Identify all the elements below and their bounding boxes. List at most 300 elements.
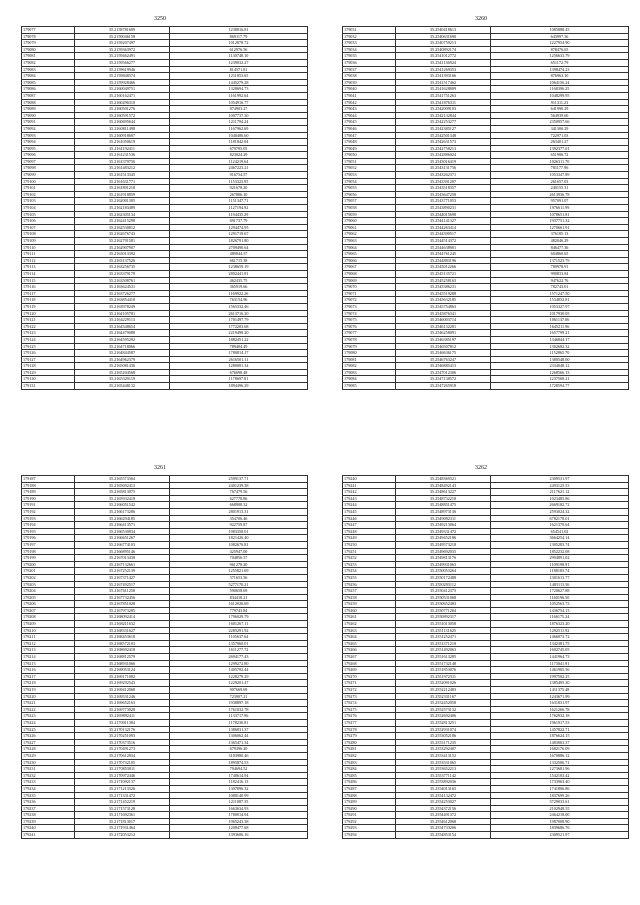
table-row <box>343 746 629 753</box>
coordinate-cell: 35.2548613227 <box>396 489 491 496</box>
value-cell: 691737.79 <box>170 218 308 225</box>
coordinate-cell: 35.2545876341 <box>396 310 491 317</box>
id-cell: 179218 <box>22 680 75 687</box>
id-cell: 179290 <box>343 805 396 812</box>
id-cell: 179254 <box>343 568 396 575</box>
id-cell: 179263 <box>343 627 396 634</box>
id-cell: 179207 <box>22 607 75 614</box>
table-row <box>22 257 308 264</box>
value-cell: 2599137.71 <box>170 476 308 483</box>
table-row <box>343 561 629 568</box>
table-row <box>343 785 629 792</box>
id-cell: 179269 <box>343 667 396 674</box>
value-cell: 1821426.40 <box>170 535 308 542</box>
id-cell: 179088 <box>22 99 75 106</box>
value-cell: 2219498.20 <box>170 330 308 337</box>
id-cell: 179078 <box>343 336 396 343</box>
value-cell: 654541.02 <box>491 528 629 535</box>
table-row <box>22 779 308 786</box>
table-row <box>22 270 308 277</box>
table-row <box>343 178 629 185</box>
value-cell: 1837699.26 <box>491 792 629 799</box>
coordinate-cell: 35.2166051542 <box>75 502 170 509</box>
table-row <box>22 356 308 363</box>
value-cell: 1211853.65 <box>170 73 308 80</box>
id-cell: 179038 <box>343 73 396 80</box>
table-row <box>22 832 308 839</box>
table-row <box>343 40 629 47</box>
coordinate-cell: 35.2169292543 <box>75 680 170 687</box>
coordinate-cell: 35.2166774103 <box>75 541 170 548</box>
coordinate-cell: 35.2540759213 <box>396 40 491 47</box>
coordinate-cell: 35.2171692361 <box>75 812 170 819</box>
id-cell: 179094 <box>22 139 75 146</box>
value-cell: 990833.84 <box>491 270 629 277</box>
id-cell: 179226 <box>22 733 75 740</box>
id-cell: 179281 <box>343 746 396 753</box>
coordinate-cell: 35.2172053212 <box>75 832 170 839</box>
data-table-3 <box>21 475 308 839</box>
table-row <box>22 825 308 832</box>
table-row <box>22 369 308 376</box>
id-cell: 179072 <box>343 297 396 304</box>
id-cell: 179055 <box>343 185 396 192</box>
id-cell: 179080 <box>343 350 396 357</box>
value-cell: 2309521.97 <box>491 832 629 839</box>
id-cell: 179232 <box>22 772 75 779</box>
coordinate-cell: 35.2546763247 <box>396 356 491 363</box>
value-cell: 961278.20 <box>170 561 308 568</box>
value-cell: 1740614.94 <box>170 772 308 779</box>
table-row <box>22 726 308 733</box>
coordinate-cell: 35.2544015698 <box>396 211 491 218</box>
coordinate-cell: 35.2164595292 <box>75 336 170 343</box>
value-cell: 1612926.69 <box>170 601 308 608</box>
value-cell: 2694177.43 <box>170 654 308 661</box>
table-row <box>22 746 308 753</box>
value-cell: 1078651.81 <box>491 211 629 218</box>
coordinate-cell: 35.2163379179 <box>75 270 170 277</box>
id-cell: 179083 <box>22 66 75 73</box>
id-cell: 179233 <box>22 779 75 786</box>
table-row <box>343 317 629 324</box>
coordinate-cell: 35.2546636175 <box>396 350 491 357</box>
table-row <box>22 53 308 60</box>
value-cell: 1772203.68 <box>170 323 308 330</box>
table-row <box>22 621 308 628</box>
value-cell: 1130748.10 <box>170 53 308 60</box>
table-row <box>343 198 629 205</box>
value-cell: 354706.46 <box>170 515 308 522</box>
table-row <box>343 323 629 330</box>
id-cell: 179238 <box>22 812 75 819</box>
value-cell: 1238659.19 <box>170 264 308 271</box>
id-cell: 179188 <box>22 482 75 489</box>
value-cell: 1012878.72 <box>170 40 308 47</box>
id-cell: 179240 <box>22 825 75 832</box>
table-row <box>22 317 308 324</box>
table-row <box>343 667 629 674</box>
value-cell: 779743.84 <box>170 607 308 614</box>
id-cell: 179214 <box>22 654 75 661</box>
table-row <box>22 489 308 496</box>
id-cell: 179039 <box>343 79 396 86</box>
value-cell: 911311.23 <box>491 99 629 106</box>
id-cell: 179092 <box>22 125 75 132</box>
value-cell: 1237568.21 <box>491 376 629 383</box>
value-cell: 240155.31 <box>491 185 629 192</box>
coordinate-cell: 35.2165932418 <box>75 495 170 502</box>
table-row <box>22 700 308 707</box>
table-row <box>22 251 308 258</box>
coordinate-cell: 35.2549452186 <box>396 535 491 542</box>
id-cell: 179255 <box>343 574 396 581</box>
id-cell: 179037 <box>343 66 396 73</box>
table-row <box>22 647 308 654</box>
coordinate-cell: 35.2543262371 <box>396 172 491 179</box>
coordinate-cell: 35.2551371218 <box>396 640 491 647</box>
value-cell: 869117.79 <box>170 33 308 40</box>
id-cell: 179246 <box>343 515 396 522</box>
value-cell: 1256633.79 <box>491 53 629 60</box>
table-row <box>22 528 308 535</box>
coordinate-cell: 35.2169412068 <box>75 687 170 694</box>
value-cell: 1670886.12 <box>491 752 629 759</box>
coordinate-cell: 35.2547138572 <box>396 376 491 383</box>
coordinate-cell: 35.2170132176 <box>75 726 170 733</box>
id-cell: 179223 <box>22 713 75 720</box>
table-row <box>343 303 629 310</box>
id-cell: 179279 <box>343 733 396 740</box>
coordinate-cell: 35.2164105781 <box>75 310 170 317</box>
id-cell: 179116 <box>22 284 75 291</box>
value-cell: 1405792.44 <box>170 667 308 674</box>
value-cell: 604860.65 <box>491 251 629 258</box>
value-cell: 1178697.81 <box>170 376 308 383</box>
table-row <box>22 363 308 370</box>
table-row <box>22 541 308 548</box>
table-row <box>22 482 308 489</box>
table-row <box>343 508 629 515</box>
coordinate-cell: 35.2550293112 <box>396 581 491 588</box>
id-cell: 179292 <box>343 818 396 825</box>
id-cell: 179128 <box>22 363 75 370</box>
value-cell: 1380548.00 <box>491 356 629 363</box>
coordinate-cell: 35.2546132281 <box>396 323 491 330</box>
value-cell: 1611277.72 <box>170 647 308 654</box>
id-cell: 179044 <box>343 112 396 119</box>
id-cell: 179289 <box>343 799 396 806</box>
table-row <box>343 112 629 119</box>
value-cell: 651906.72 <box>491 152 629 159</box>
coordinate-cell: 35.2170732105 <box>75 759 170 766</box>
value-cell: 1601267.11 <box>170 621 308 628</box>
coordinate-cell: 35.2163013392 <box>75 251 170 258</box>
coordinate-cell: 35.2545386231 <box>396 284 491 291</box>
value-cell: 2464218.00 <box>491 812 629 819</box>
table-row <box>343 713 629 720</box>
value-cell: 1040486.60 <box>170 132 308 139</box>
value-cell: 627778.86 <box>170 495 308 502</box>
value-cell: 1243671.99 <box>491 693 629 700</box>
coordinate-cell: 35.2551252471 <box>396 634 491 641</box>
id-cell: 179100 <box>22 178 75 185</box>
coordinate-cell: 35.2160811498 <box>75 125 170 132</box>
id-cell: 179098 <box>22 165 75 172</box>
coordinate-cell: 35.2549213064 <box>396 522 491 529</box>
coordinate-cell: 35.2167371427 <box>75 574 170 581</box>
table-row <box>343 528 629 535</box>
id-cell: 179119 <box>22 303 75 310</box>
id-cell: 179288 <box>343 792 396 799</box>
table-row <box>343 818 629 825</box>
table-row <box>343 350 629 357</box>
id-cell: 179127 <box>22 356 75 363</box>
coordinate-cell: 35.2552931074 <box>396 726 491 733</box>
id-cell: 179126 <box>22 350 75 357</box>
table-row <box>343 59 629 66</box>
coordinate-cell: 35.2164962379 <box>75 356 170 363</box>
id-cell: 179194 <box>22 522 75 529</box>
value-cell: 722971.03 <box>491 132 629 139</box>
value-cell: 1398474.23 <box>491 66 629 73</box>
coordinate-cell: 35.2170612834 <box>75 752 170 759</box>
id-cell: 179117 <box>22 290 75 297</box>
table-row <box>343 27 629 34</box>
value-cell: 947622.76 <box>491 277 629 284</box>
coordinate-cell: 35.2167851028 <box>75 601 170 608</box>
id-cell: 179082 <box>22 59 75 66</box>
coordinate-cell: 35.2161483212 <box>75 165 170 172</box>
table-row <box>22 601 308 608</box>
table-row <box>343 772 629 779</box>
table-row <box>343 165 629 172</box>
id-cell: 179051 <box>343 158 396 165</box>
table-row <box>22 343 308 350</box>
table-row <box>343 363 629 370</box>
value-cell: 781177.96 <box>491 165 629 172</box>
table-row <box>22 535 308 542</box>
coordinate-cell: 35.2553771142 <box>396 772 491 779</box>
value-cell: 1064156.24 <box>491 79 629 86</box>
id-cell: 179241 <box>22 832 75 839</box>
value-cell: 1153323.95 <box>170 178 308 185</box>
id-cell: 179268 <box>343 660 396 667</box>
value-cell: 1621266.78 <box>491 706 629 713</box>
coordinate-cell: 35.2164844587 <box>75 350 170 357</box>
value-cell: 661715.38 <box>170 257 308 264</box>
table-row <box>22 792 308 799</box>
coordinate-cell: 35.2160695644 <box>75 119 170 126</box>
coordinate-cell: 35.2162791581 <box>75 238 170 245</box>
value-cell: 1733963.40 <box>491 779 629 786</box>
coordinate-cell: 35.2164229113 <box>75 317 170 324</box>
value-cell: 874903.27 <box>170 106 308 113</box>
coordinate-cell: 35.2161801218 <box>75 185 170 192</box>
value-cell: 1292511.92 <box>491 627 629 634</box>
id-cell: 179071 <box>343 290 396 297</box>
id-cell: 179260 <box>343 607 396 614</box>
value-cell: 1053327.97 <box>491 303 629 310</box>
id-cell: 179107 <box>22 224 75 231</box>
id-cell: 179124 <box>22 336 75 343</box>
id-cell: 179057 <box>343 198 396 205</box>
id-cell: 179248 <box>343 528 396 535</box>
id-cell: 179036 <box>343 59 396 66</box>
table-row <box>343 733 629 740</box>
id-cell: 179257 <box>343 588 396 595</box>
table-row <box>343 693 629 700</box>
table-row <box>22 99 308 106</box>
id-cell: 179189 <box>22 489 75 496</box>
value-cell: 1895874.53 <box>170 759 308 766</box>
coordinate-cell: 35.2551972311 <box>396 673 491 680</box>
id-cell: 179197 <box>22 541 75 548</box>
coordinate-cell: 35.2171931464 <box>75 825 170 832</box>
coordinate-cell: 35.2546885413 <box>396 363 491 370</box>
coordinate-cell: 35.2162676743 <box>75 231 170 238</box>
id-cell: 179087 <box>22 92 75 99</box>
value-cell: 1082676.81 <box>170 541 308 548</box>
id-cell: 179120 <box>22 310 75 317</box>
coordinate-cell: 35.2550892317 <box>396 614 491 621</box>
value-cell: 1229201.47 <box>170 680 308 687</box>
value-cell: 1053347.89 <box>491 172 629 179</box>
value-cell: 1023485.86 <box>491 495 629 502</box>
value-cell: 1534852.81 <box>491 297 629 304</box>
id-cell: 179242 <box>343 489 396 496</box>
coordinate-cell: 35.2165448132 <box>75 383 170 390</box>
table-row <box>22 607 308 614</box>
table-row <box>22 205 308 212</box>
table-row <box>22 244 308 251</box>
coordinate-cell: 35.2168211632 <box>75 621 170 628</box>
value-cell: 1780014.94 <box>170 812 308 819</box>
id-cell: 179066 <box>343 257 396 264</box>
table-row <box>22 654 308 661</box>
data-table-1 <box>21 26 308 390</box>
id-cell: 179076 <box>343 323 396 330</box>
coordinate-cell: 35.2552331167 <box>396 693 491 700</box>
value-cell: 612976.56 <box>170 46 308 53</box>
coordinate-cell: 35.2544883196 <box>396 257 491 264</box>
page-title-4: 3262 <box>475 465 487 471</box>
id-cell: 179235 <box>22 792 75 799</box>
value-cell: 6782178.01 <box>491 515 629 522</box>
id-cell: 179191 <box>22 502 75 509</box>
table-row <box>343 548 629 555</box>
table-row <box>343 634 629 641</box>
value-cell: 643997.36 <box>491 33 629 40</box>
coordinate-cell: 35.2541012772 <box>396 53 491 60</box>
coordinate-cell: 35.2541517462 <box>396 79 491 86</box>
id-cell: 179070 <box>343 284 396 291</box>
coordinate-cell: 35.2553171235 <box>396 739 491 746</box>
table-row <box>343 621 629 628</box>
table-row <box>343 205 629 212</box>
table-row <box>22 739 308 746</box>
value-cell: 1894496.29 <box>170 383 308 390</box>
value-cell: 1238816.81 <box>170 27 308 34</box>
value-cell: 1160196.50 <box>491 594 629 601</box>
coordinate-cell: 35.2550531068 <box>396 594 491 601</box>
table-row <box>343 673 629 680</box>
table-row <box>22 86 308 93</box>
coordinate-cell: 35.2163978249 <box>75 303 170 310</box>
id-cell: 179054 <box>343 178 396 185</box>
coordinate-cell: 35.2545754863 <box>396 303 491 310</box>
table-row <box>343 574 629 581</box>
value-cell: 371653.56 <box>170 574 308 581</box>
value-cell: 2467223.21 <box>170 165 308 172</box>
coordinate-cell: 35.2546385197 <box>396 336 491 343</box>
table-row <box>22 185 308 192</box>
value-cell: 1342381.75 <box>491 640 629 647</box>
table-row <box>343 264 629 271</box>
coordinate-cell: 35.2161631771 <box>75 178 170 185</box>
table-row <box>343 581 629 588</box>
id-cell: 179253 <box>343 561 396 568</box>
id-cell: 179230 <box>22 759 75 766</box>
value-cell: 823024.29 <box>170 152 308 159</box>
coordinate-cell: 35.2169171082 <box>75 673 170 680</box>
value-cell: 2802441.81 <box>170 270 308 277</box>
table-row <box>343 535 629 542</box>
coordinate-cell: 35.2552692406 <box>396 713 491 720</box>
value-cell: 789978.91 <box>491 264 629 271</box>
coordinate-cell: 35.2166413571 <box>75 522 170 529</box>
id-cell: 179122 <box>22 323 75 330</box>
value-cell: 907669.69 <box>170 687 308 694</box>
value-cell: 1657799.21 <box>491 330 629 337</box>
id-cell: 179243 <box>343 495 396 502</box>
id-cell: 179280 <box>343 739 396 746</box>
id-cell: 179293 <box>343 825 396 832</box>
id-cell: 179091 <box>22 119 75 126</box>
value-cell: 679396.20 <box>170 746 308 753</box>
value-cell: 1983350.01 <box>170 528 308 535</box>
id-cell: 179267 <box>343 654 396 661</box>
id-cell: 179114 <box>22 270 75 277</box>
id-cell: 179291 <box>343 812 396 819</box>
value-cell: 1124219.64 <box>170 158 308 165</box>
coordinate-cell: 35.2163726277 <box>75 290 170 297</box>
id-cell: 179086 <box>22 86 75 93</box>
data-table-4 <box>342 475 629 839</box>
table-row <box>22 211 308 218</box>
coordinate-cell: 35.2541751263 <box>396 92 491 99</box>
table-row <box>22 383 308 390</box>
id-cell: 179237 <box>22 805 75 812</box>
value-cell: 2117621.12 <box>491 489 629 496</box>
value-cell: 2401239.38 <box>170 482 308 489</box>
table-row <box>22 79 308 86</box>
value-cell: 1483063.37 <box>491 739 629 746</box>
value-cell: 2593024.32 <box>491 508 629 515</box>
id-cell: 179033 <box>343 40 396 47</box>
coordinate-cell: 35.2164479088 <box>75 330 170 337</box>
coordinate-cell: 35.2547265918 <box>396 383 491 390</box>
id-cell: 179250 <box>343 541 396 548</box>
id-cell: 179245 <box>343 508 396 515</box>
table-row <box>22 561 308 568</box>
value-cell: 564939.60 <box>491 112 629 119</box>
value-cell: 2801913.31 <box>170 508 308 515</box>
coordinate-cell: 35.2554253027 <box>396 799 491 806</box>
coordinate-cell: 35.2160296310 <box>75 99 170 106</box>
table-row <box>343 700 629 707</box>
id-cell: 179278 <box>343 726 396 733</box>
